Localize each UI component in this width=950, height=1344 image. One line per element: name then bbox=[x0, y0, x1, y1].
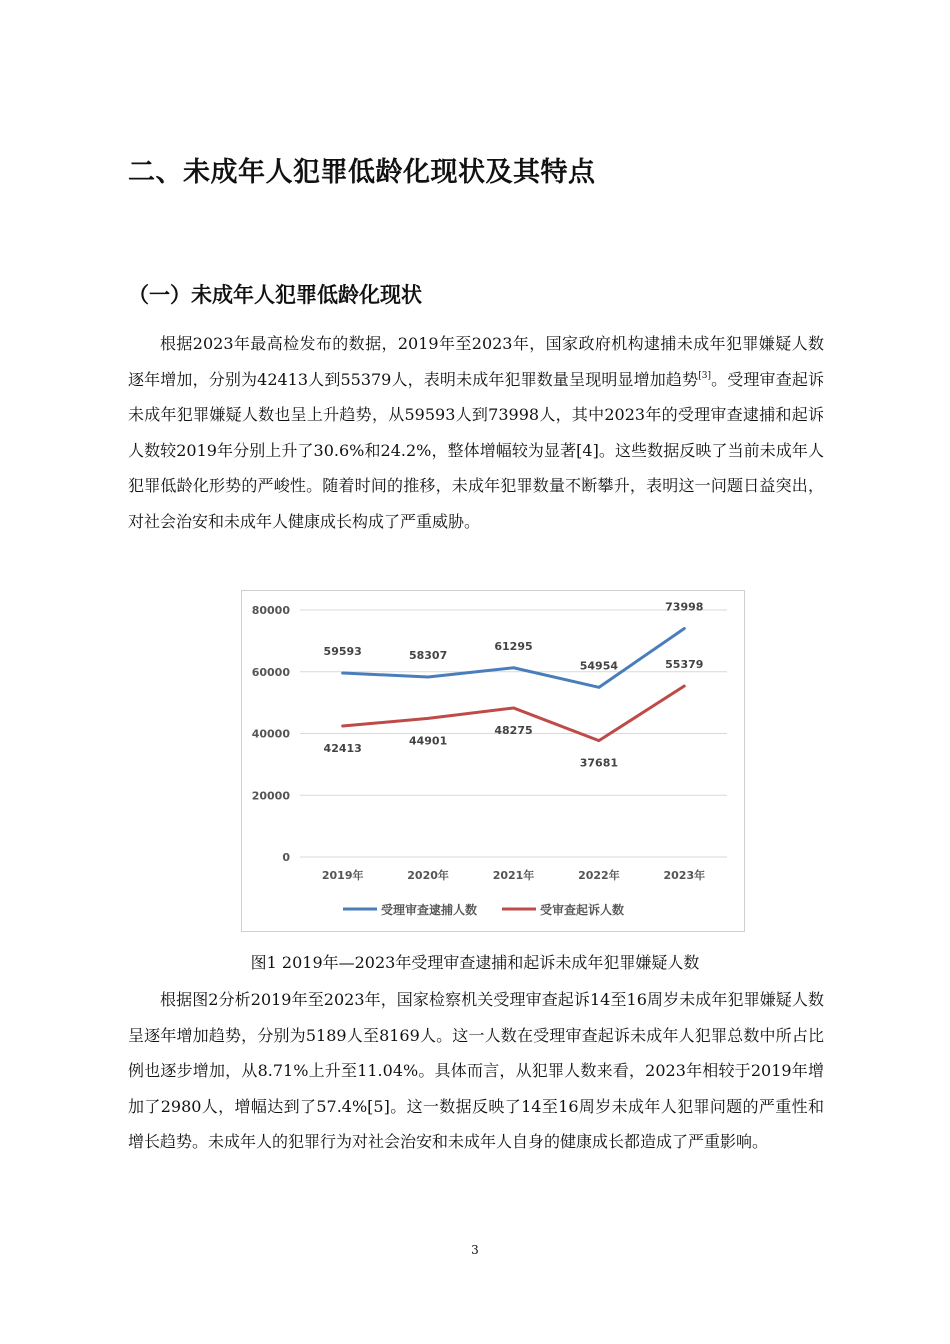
y-tick-label: 40000 bbox=[251, 727, 290, 741]
x-tick-label: 2020年 bbox=[407, 869, 449, 882]
data-label: 37681 bbox=[579, 756, 619, 770]
data-label: 48275 bbox=[494, 723, 533, 737]
data-label: 73998 bbox=[665, 600, 704, 614]
line-chart bbox=[241, 590, 745, 932]
paragraph-1 bbox=[128, 326, 824, 539]
data-label: 55379 bbox=[665, 658, 704, 672]
series-line-1 bbox=[343, 629, 685, 688]
chart-svg bbox=[242, 591, 744, 931]
x-tick-label: 2019年 bbox=[321, 869, 364, 882]
y-tick-label: 60000 bbox=[251, 665, 290, 679]
citation-ref: [3] bbox=[698, 370, 711, 381]
data-label: 54954 bbox=[579, 659, 619, 673]
y-tick-label: 80000 bbox=[251, 604, 290, 617]
data-label: 42413 bbox=[323, 742, 362, 756]
paragraph-1-part2: 。受理审查起诉未成年犯罪嫌疑人数也呈上升趋势，从59593人到73998人，其中2023年的受理审查逮捕和起诉人数较2019年分别上升了30.6%和24.2%，整体增幅较为显著[4]。这些数据反映了当前未成年人犯罪低龄化形势的严峻性。随着时间的推移，未成年犯罪数量不断攀升，表明这一问题日益突出，对社会治安和未成年人健康成长构成了严重威胁。 bbox=[128, 369, 824, 531]
section-title: 二、未成年人犯罪低龄化现状及其特点 bbox=[128, 157, 596, 188]
page-number: 3 bbox=[471, 1243, 479, 1257]
data-label: 44901 bbox=[408, 734, 448, 748]
legend-label: 受审查起诉人数 bbox=[540, 903, 625, 917]
paragraph-2: 根据图2分析2019年至2023年，国家检察机关受理审查起诉14至16周岁未成年犯罪嫌疑人数呈逐年增加趋势，分别为5189人至8169人。这一人数在受理审查起诉未成年人犯罪总数中所占比例也逐步增加，从8.71%上升至11.04%。具体而言，从犯罪人数来看，2023年相较于2019年增加了2980人，增幅达到了57.4%[5]。这一数据反映了14至16周岁未成年人犯罪问题的严重性和增长趋势。未成年人的犯罪行为对社会治安和未成年人自身的健康成长都造成了严重影响。 bbox=[128, 990, 824, 1151]
data-label: 58307 bbox=[408, 648, 448, 662]
figure-caption: 图1 2019年—2023年受理审查逮捕和起诉未成年犯罪嫌疑人数 bbox=[250, 953, 700, 972]
y-tick-label: 0 bbox=[282, 851, 290, 864]
x-tick-label: 2021年 bbox=[492, 869, 535, 882]
paragraph-1-part1: 根据2023年最高检发布的数据，2019年至2023年，国家政府机构逮捕未成年犯罪嫌疑人数逐年增加，分别为42413人到55379人，表明未成年犯罪数量呈现明显增加趋势 bbox=[128, 334, 824, 389]
subsection-title: （一）未成年人犯罪低龄化现状 bbox=[128, 283, 422, 307]
x-tick-label: 2023年 bbox=[663, 869, 706, 882]
data-label: 61295 bbox=[494, 639, 533, 653]
x-tick-label: 2022年 bbox=[578, 869, 620, 882]
data-label: 59593 bbox=[323, 645, 362, 659]
legend-label: 受理审查逮捕人数 bbox=[381, 903, 478, 917]
y-tick-label: 20000 bbox=[251, 789, 290, 803]
